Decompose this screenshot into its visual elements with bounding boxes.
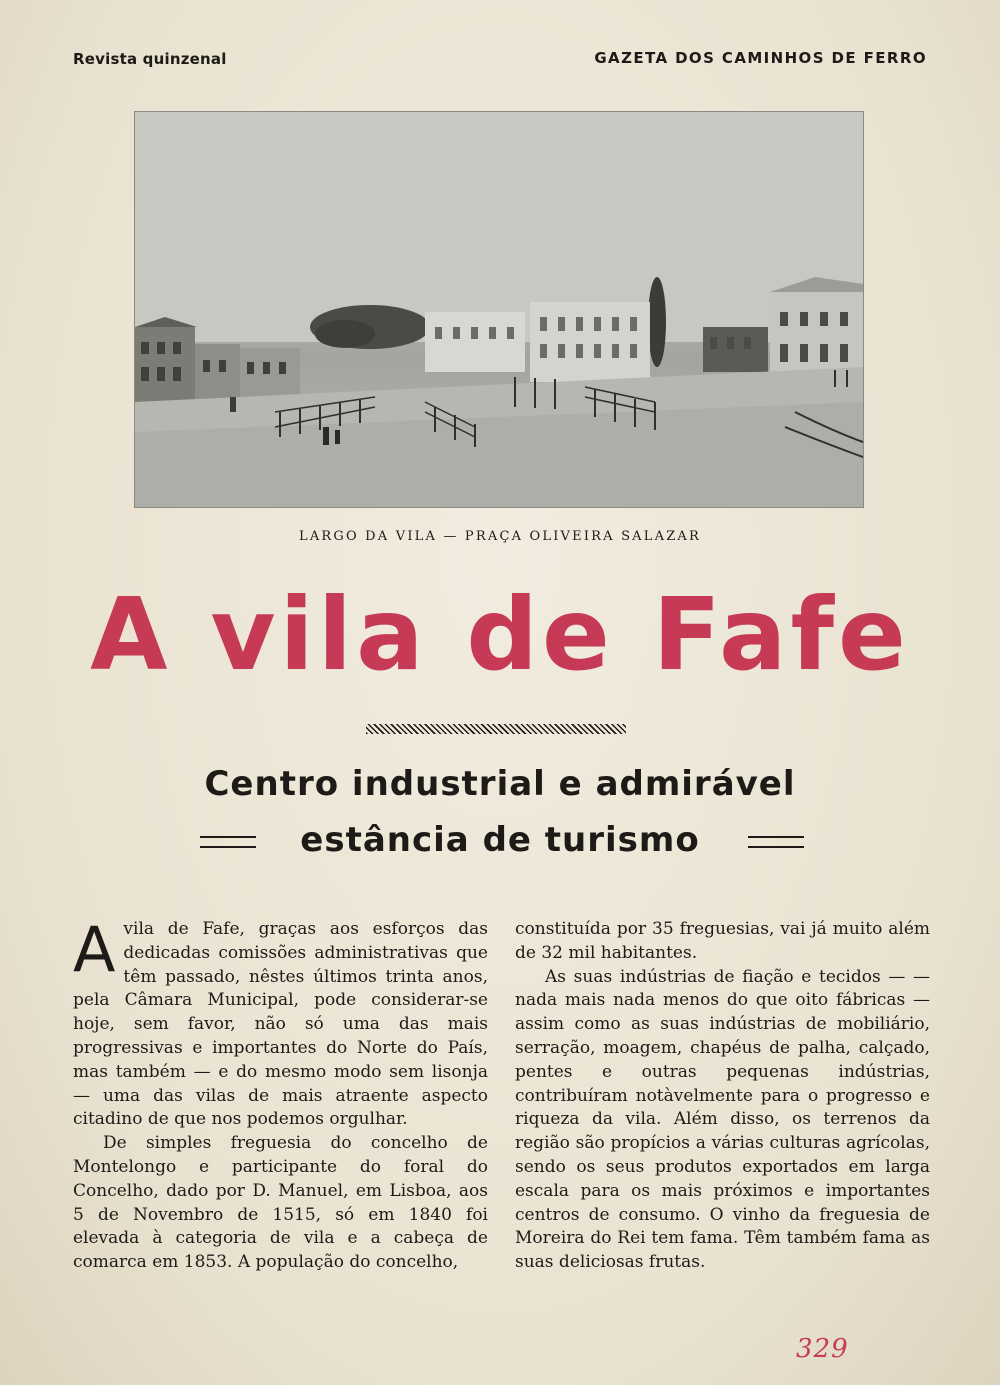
town-square-photo — [135, 112, 863, 507]
article-column-1 — [73, 913, 488, 1275]
photo-caption: LARGO DA VILA — PRAÇA OLIVEIRA SALAZAR — [299, 529, 701, 544]
article-subtitle-line2: estância de turismo — [300, 820, 700, 860]
header-left: Revista quinzenal — [73, 50, 227, 68]
col1-p1-text: vila de Fafe, graças aos esforços das dedicadas comissões administrativas que têm passado, nêstes últimos trinta anos, pela Câmara Municipal, pode considerar-se hoje, sem favor, não só uma das mais progressivas e importantes do Norte do País, mas também — e do mesmo modo sem lisonja — uma das vilas de mais atraente aspecto citadino de que nos podemos orgulhar. — [73, 919, 488, 1130]
article-column-2 — [515, 918, 930, 1275]
page-number: 329 — [796, 1334, 849, 1364]
decorative-hatch-divider — [366, 724, 626, 734]
drop-cap: A — [73, 913, 116, 986]
col1-paragraph-2: De simples freguesia do concelho de Montelongo e participante do foral do Concelho, dado por D. Manuel, em Lisboa, aos 5 de Novembro de 1515, só em 1840 foi elevada à categoria de vila e a cabeça de comarca em 1853. A população do concelho, — [73, 1133, 488, 1273]
photo-illustration — [135, 112, 863, 507]
header-right: GAZETA DOS CAMINHOS DE FERRO — [594, 49, 927, 67]
article-title: A vila de Fafe — [90, 576, 910, 693]
col2-paragraph-1: constituída por 35 freguesias, vai já muito além de 32 mil habitantes. — [515, 919, 930, 963]
col2-paragraph-2: As suas indústrias de fiação e tecidos — — nada mais nada menos do que oito fábricas — assim como as suas indústrias de mobiliário, serração, moagem, chapéus de palha, calçado, pentes e outras pequenas indústrias, contribuíram notàvelmente para o progresso e riqueza da vila. Além disso, os terrenos da região são propícios a várias culturas agrícolas, sendo os seus produtos exportados em larga escala para os mais próximos e importantes centros de consumo. O vinho da freguesia de Moreira do Rei tem fama. Têm também fama as suas deliciosas frutas. — [515, 966, 930, 1273]
right-double-rule — [748, 836, 804, 848]
col1-paragraph-1 — [73, 913, 488, 1132]
article-subtitle-line1: Centro industrial e admirável — [204, 764, 796, 804]
